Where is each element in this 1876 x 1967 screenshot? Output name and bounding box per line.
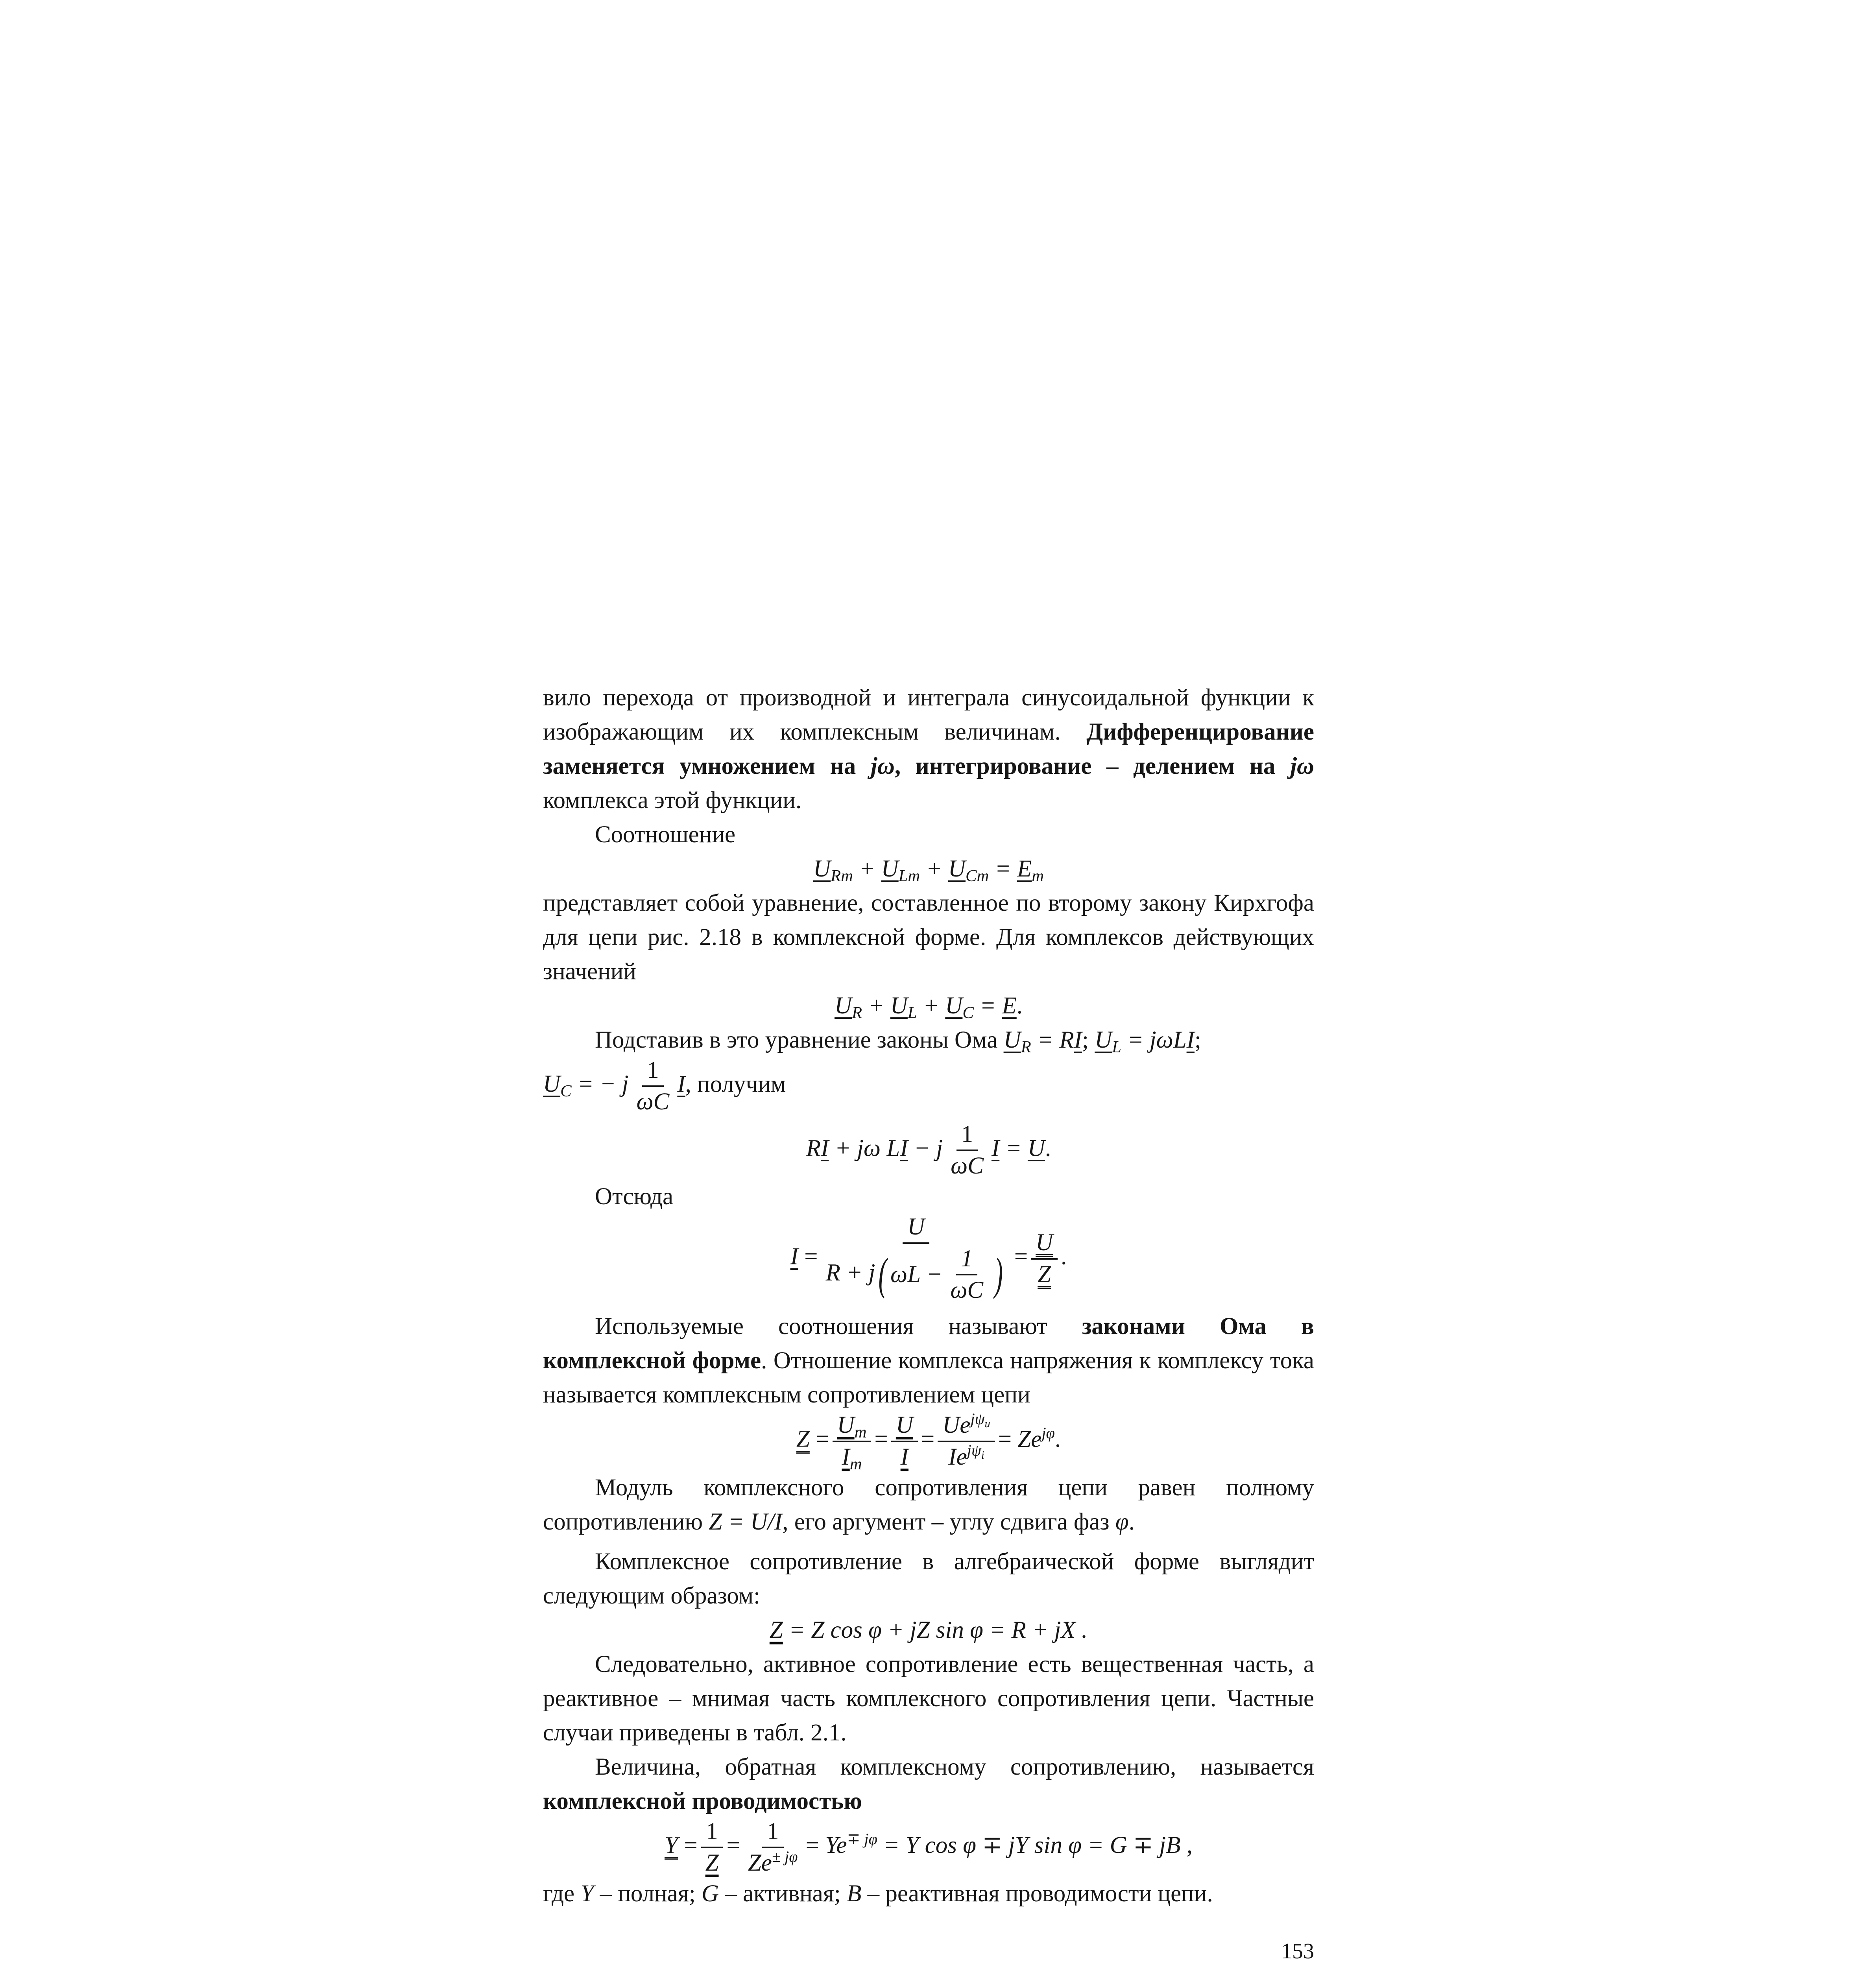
paragraph-6: Используемые соотношения называют законами Ома в комплексной форме. Отношение комплекса напряжения к комплексу тока называется комплексным сопротивлением цепи — [543, 1313, 1314, 1408]
equation-ohm-substituted: RI + jω LI − j $\frac{1}{\omega C}$ I = U. — [806, 1121, 1051, 1179]
fraction: $\frac{Ue^{j\psi_u}}{Ie^{j\psi_i}}$ — [938, 1412, 995, 1471]
fraction-current: U R + j ( ωL − $\frac{1}{\omega C}$ ) — [825, 1214, 1003, 1303]
paragraph-4b: $U_C$ = − j $\frac{1}{\omega C}$ I, получим — [543, 1057, 786, 1115]
equation-impedance: Z = $\frac{U_m}{I_m}$ = $\frac{U}{I}$ = $\frac{Ue^{j\psi_u}}{Ie^{j\psi_i}}$ = $Ze^{j\varphi}$. — [796, 1410, 1061, 1473]
page-content — [543, 681, 1314, 1967]
equation-kirchhoff-amplitudes: $U_{Rm} + U_{Lm} + U_{Cm} = E_m$ — [813, 856, 1044, 885]
paragraph-11: где Y – полная; G – активная; B – реактивная проводимости цепи. — [543, 1880, 1213, 1907]
paragraph-8: Комплексное сопротивление в алгебраической форме выглядит следующим образом: — [543, 1548, 1314, 1609]
fraction: $\frac{1}{\omega C}$ — [951, 1121, 984, 1179]
fraction: $\frac{1}{Ze^{\pm j\varphi}}$ — [748, 1818, 798, 1877]
equation-kirchhoff-rms: $U_R + U_L + U_C = E$. — [834, 993, 1023, 1022]
equation-current: I = U R + j ( ωL − $\frac{1}{\omega C}$ ) = $\frac{U}{Z}$ . — [790, 1214, 1067, 1303]
fraction: $\frac{1}{Z}$ — [701, 1818, 724, 1877]
paragraph-5: Отсюда — [595, 1183, 674, 1210]
equation-algebraic-form: Z = Z cos φ + jZ sin φ = R + jX . — [769, 1616, 1088, 1643]
fraction-u-over-z: $\frac{U}{Z}$ — [1031, 1229, 1058, 1288]
paragraph-2: Соотношение — [595, 821, 736, 848]
page-number: 153 — [1281, 1939, 1314, 1964]
paragraph-9: Следовательно, активное сопротивление есть вещественная часть, а реактивное – мнимая часть комплексного сопротивления цепи. Частные случаи приведены в табл. 2.1. — [543, 1651, 1314, 1746]
paragraph-1: вило перехода от производной и интеграла синусоидальной функции к изображающим их комплексным величинам. Дифференцирование заменяется умножением на jω, интегрирование – делением на jω комплекса этой функции. — [543, 685, 1314, 814]
paragraph-4: Подставив в это уравнение законы Ома $U_R$ = RI; $U_L = j\omega LI$; — [595, 1027, 1201, 1056]
fraction: $\frac{U}{I}$ — [891, 1412, 918, 1471]
paragraph-10: Величина, обратная комплексному сопротивлению, называется комплексной проводимостью — [543, 1753, 1314, 1814]
paragraph-7: Модуль комплексного сопротивления цепи равен полному сопротивлению Z = U/I, его аргумент – углу сдвига фаз φ. — [543, 1474, 1314, 1535]
bold-rule: Дифференцирование заменяется умножением на jω, интегрирование – делением на jω — [543, 719, 1314, 779]
equation-admittance: Y = $\frac{1}{Z}$ = $\frac{1}{Ze^{\pm j\varphi}}$ = $Ye^{\mp j\varphi} = Y$ cos φ ∓ jY sin φ = G ∓ jB , — [665, 1818, 1193, 1877]
fraction: $\frac{U_m}{I_m}$ — [833, 1412, 872, 1471]
fraction: $\frac{1}{\omega C}$ — [636, 1057, 670, 1115]
paragraph-3: представляет собой уравнение, составленное по второму закону Кирхгофа для цепи рис. 2.18 в комплексной форме. Для комплексов действующих значений — [543, 890, 1314, 985]
